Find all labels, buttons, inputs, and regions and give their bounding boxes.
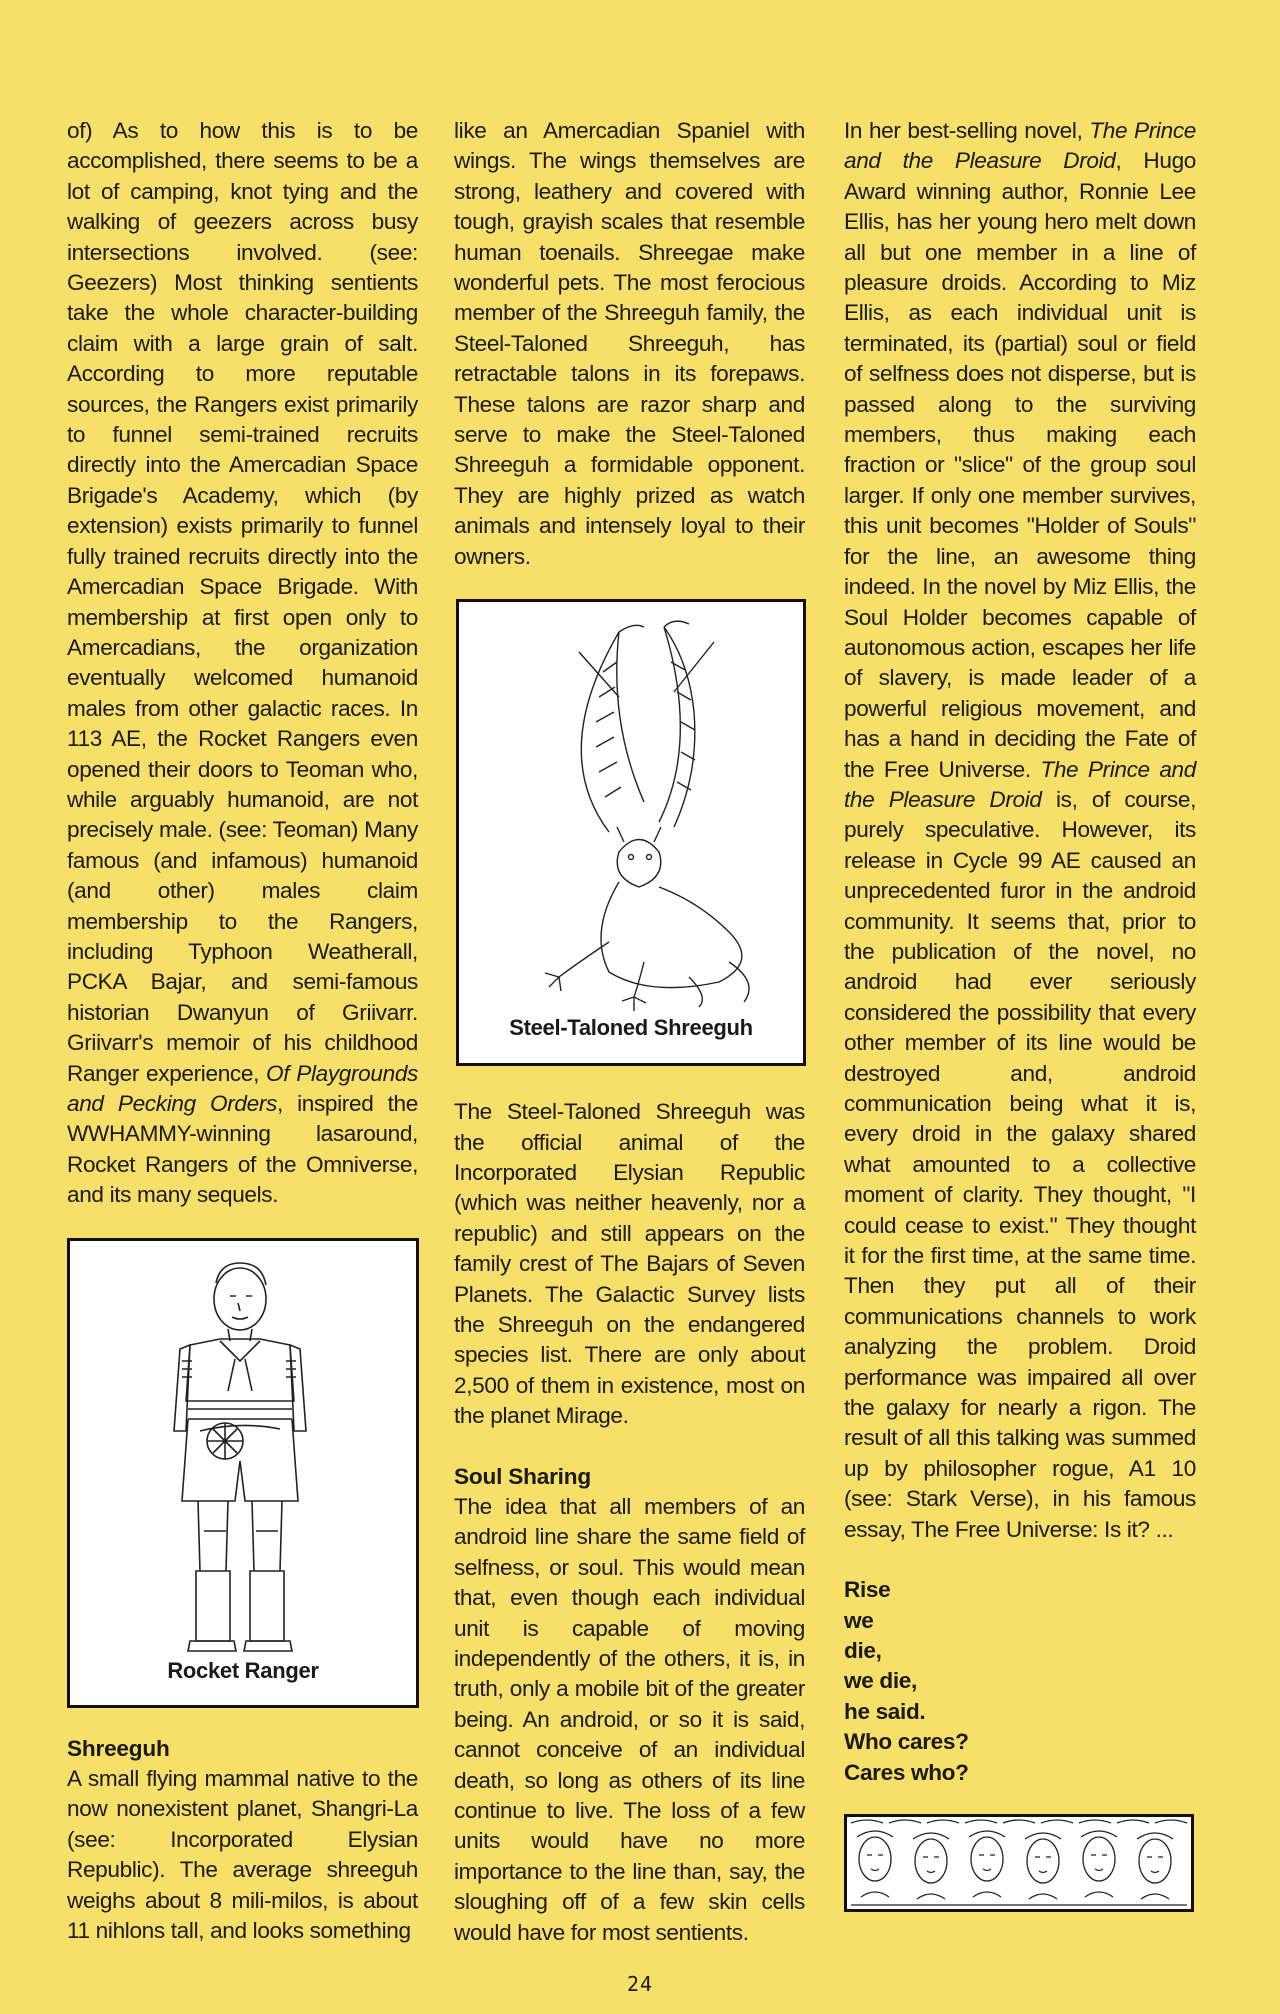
section-heading-shreeguh: Shreeguh [67, 1735, 170, 1761]
book-title: Of Playgrounds and Pecking Orders [67, 1060, 418, 1116]
poem-line: Cares who? [844, 1759, 969, 1785]
shreeguh-paragraph: A small flying mammal native to the now nonexistent planet, Shangri-La (see: Incorporated Elysian Republic). The average shreeguh weighs about 8 mili-milos, is about 11 nihlons tall, and looks something [67, 1766, 418, 1944]
poem-line: Who cares? [844, 1729, 969, 1755]
novel-paragraph: In her best-selling novel, The Prince and the Pleasure Droid, Hugo Award winning author, Ronnie Lee Ellis, has her young hero melt down all but one member in a line of pleasure droids. According to Miz Ellis, as each individual unit is terminated, its (partial) soul or field of selfness does not disperse, but is passed along to the surviving members, thus making each fraction or "slice" of the group soul larger. If only one member survives, this unit becomes "Holder of Souls" for the line, an awesome thing indeed. In the novel by Miz Ellis, the Soul Holder becomes capable of autonomous action, escapes her life of slavery, is made leader of a powerful religious movement, and has a hand in deciding the Fate of the Free Universe. The Prince and the Pleasure Droid is, of course, purely speculative. However, its release in Cycle 99 AE caused an unprecedented furor in the android community. It seems that, prior to the publication of the novel, no android had ever seriously considered the possibility that every other member of its line would be destroyed and, android communication being what it is, every droid in the galaxy shared what amounted to a collective moment of clarity. They thought, "I could cease to exist." They thought it for the first time, at the same time. Then they put all of their communications channels to work analyzing the problem. Droid performance was impaired all over the galaxy for nearly a rigon. The result of all this talking was summed up by philosopher rogue, A1 10 (see: Stark Verse), in his famous essay, The Free Universe: Is it? ... [844, 118, 1197, 1542]
rocket-ranger-figure [67, 1238, 419, 1708]
column-2 [454, 116, 805, 1948]
poem-line: we [844, 1607, 874, 1633]
column-3 [844, 116, 1196, 1912]
figure-caption: Steel-Taloned Shreeguh [509, 1014, 753, 1040]
soul-sharing-paragraph: The idea that all members of an android line share the same field of selfness, or soul. This would mean that, even though each individual unit is capable of moving independently of the others, it is, in truth, only a mobile bit of the greater being. An android, or so it is said, cannot conceive of an individual death, so long as others of its line continue to live. The loss of a few units would have no more importance to the line than, say, the sloughing off of a few skin cells would have for most sentients. [454, 1493, 805, 1945]
poem-line: Rise [844, 1577, 891, 1603]
steel-taloned-paragraph: The Steel-Taloned Shreeguh was the official animal of the Incorporated Elysian Republic (which was neither heavenly, nor a republic) and still appears on the family crest of The Bajars of Seven Planets. The Galactic Survey lists the Shreeguh on the endangered species list. There are only about 2,500 of them in existence, most on the planet Mirage. [454, 1099, 805, 1429]
novel-title: The Prince and the Pleasure Droid [844, 756, 1196, 812]
poem-line: die, [844, 1637, 882, 1663]
shreeguh-continued-paragraph: like an Amercadian Spaniel with wings. The wings themselves are strong, leathery and covered with tough, grayish scales that resemble human toenails. Shreegae make wonderful pets. The most ferocious member of the Shreeguh family, the Steel-Taloned Shreeguh, has retractable talons in its forepaws. These talons are razor sharp and serve to make the Steel-Taloned Shreeguh a formidable opponent. They are highly prized as watch animals and intensely loyal to their owners. [454, 118, 805, 569]
novel-title: The Prince and the Pleasure Droid [844, 118, 1196, 174]
shreeguh-illustration [459, 602, 803, 1063]
section-heading-soul-sharing: Soul Sharing [454, 1463, 591, 1489]
poem-line: we die, [844, 1668, 917, 1694]
rocket-ranger-illustration [70, 1241, 416, 1705]
poem [844, 1575, 1196, 1788]
column-1 [67, 116, 418, 1946]
page-number: 24 [626, 1972, 654, 1996]
steel-taloned-shreeguh-figure [456, 599, 806, 1066]
droid-faces-illustration [847, 1817, 1191, 1909]
figure-caption: Rocket Ranger [167, 1658, 319, 1684]
poem-line: he said. [844, 1698, 926, 1724]
rangers-paragraph: of) As to how this is to be accomplished, there seems to be a lot of camping, knot tying and the walking of geezers across busy intersections involved. (see: Geezers) Most thinking sentients take the whole character-building claim with a large grain of salt. According to more reputable sources, the Rangers exist primarily to funnel semi-trained recruits directly into the Amercadian Space Brigade's Academy, which (by extension) exists primarily to funnel fully trained recruits directly into the Amercadian Space Brigade. With membership at first open only to Amercadians, the organization eventually welcomed humanoid males from other galactic races. In 113 AE, the Rocket Rangers even opened their doors to Teoman who, while arguably humanoid, are not precisely male. (see: Teoman) Many famous (and infamous) humanoid (and other) males claim membership to the Rangers, including Typhoon Weatherall, PCKA Bajar, and semi-famous historian Dwanyun of Griivarr. Griivarr's memoir of his childhood Ranger experience, Of Playgrounds and Pecking Orders, inspired the WWHAMMY-winning lasaround, Rocket Rangers of the Omniverse, and its many sequels. [67, 118, 418, 1208]
droid-faces-figure [844, 1814, 1194, 1912]
